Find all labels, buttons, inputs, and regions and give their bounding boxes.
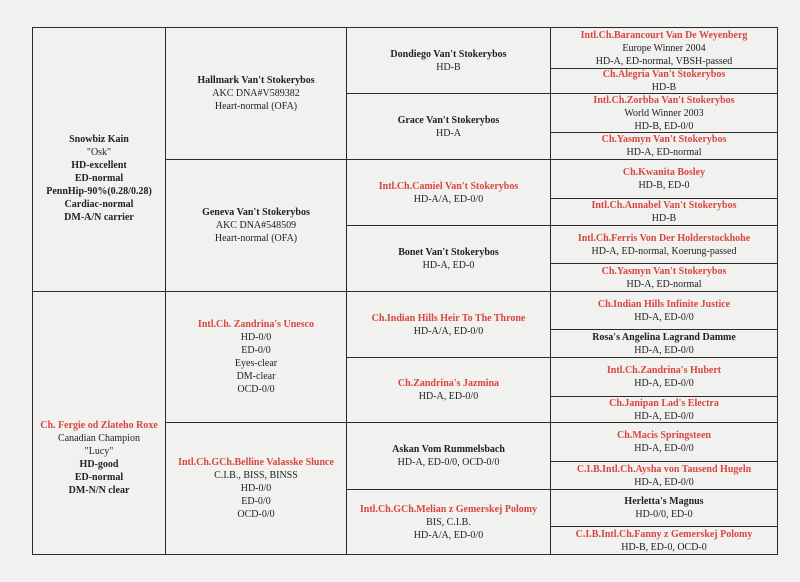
gen4-name: Herletta's Magnus: [624, 496, 704, 507]
sire-detail: HD-excellent: [71, 160, 127, 171]
dam-detail: HD-good: [79, 459, 119, 470]
gen2-detail: AKC DNA#V589382: [212, 88, 300, 99]
dam-detail: ED-normal: [74, 472, 124, 483]
gen3-detail: HD-A/A, ED-0/0: [413, 529, 484, 541]
border-bottom: [32, 554, 778, 555]
gen3-cell: [347, 226, 550, 291]
gen4-detail: HD-B: [651, 213, 677, 224]
gen3-cell: [347, 28, 550, 93]
sire-detail: PennHip-90%(0.28/0.28): [46, 186, 152, 197]
gen3-detail: HD-A/A, ED-0/0: [413, 193, 484, 205]
gen4-cell: [551, 330, 777, 357]
gen4-detail: HD-A, ED-0/0: [634, 410, 694, 422]
gen2-name: Intl.Ch. Zandrina's Unesco: [197, 319, 315, 330]
gen3-detail: HD-A, ED-0/0: [418, 391, 479, 402]
gen3-cell: [347, 160, 550, 225]
gen4-detail: HD-A, ED-0/0: [634, 344, 694, 356]
gen2-cell: [166, 423, 346, 554]
gen4-detail: HD-A, ED-0/0: [634, 311, 694, 323]
gen2-detail: ED-0/0: [241, 496, 271, 507]
gen4-cell: [551, 69, 777, 93]
gen2-detail: Heart-normal (OFA): [214, 233, 298, 244]
gen4-detail: HD-B: [651, 82, 677, 93]
gen2-cell: [166, 292, 346, 422]
gen4-cell: [551, 490, 777, 526]
sire-name: Snowbiz Kain: [69, 134, 129, 145]
gen4-cell: [551, 160, 777, 198]
gen4-cell: [551, 397, 777, 422]
gen4-detail: World Winner 2003: [624, 107, 704, 119]
gen3-name: Intl.Ch.Camiel Van't Stokerybos: [378, 180, 519, 192]
gen4-detail: HD-B, ED-0: [638, 180, 690, 191]
gen4-detail: HD-0/0, ED-0: [635, 509, 693, 520]
gen4-name: Intl.Ch.Barancourt Van De Weyenberg: [580, 29, 748, 41]
sire-detail: DM-A/N carrier: [64, 212, 134, 223]
gen3-cell: [347, 423, 550, 489]
gen2-detail: AKC DNA#548509: [215, 220, 297, 231]
gen2-detail: Heart-normal (OFA): [214, 101, 298, 112]
gen3-cell: [347, 490, 550, 554]
gen2-detail: HD-0/0: [240, 483, 272, 494]
gen4-name: Ch.Macis Springsteen: [617, 430, 711, 441]
gen4-name: C.I.B.Intl.Ch.Aysha von Tausend Hugeln: [576, 463, 752, 475]
sire-detail: Cardiac-normal: [64, 199, 134, 210]
dam-detail: DM-N/N clear: [68, 485, 130, 496]
gen3-name: Bonet Van't Stokerybos: [398, 246, 499, 258]
gen3-name: Dondiego Van't Stokerybos: [390, 48, 507, 60]
gen3-cell: [347, 292, 550, 357]
gen4-name: Ch.Janipan Lad's Electra: [609, 397, 719, 409]
gen4-name: Rosa's Angelina Lagrand Damme: [592, 331, 736, 343]
gen3-name: Ch.Zandrina's Jazmina: [397, 378, 500, 389]
dam-name: Ch. Fergie od Zlateho Roxe: [40, 420, 158, 431]
gen2-name: Geneva Van't Stokerybos: [202, 207, 310, 218]
gen2-cell: [166, 160, 346, 291]
gen2-detail: C.I.B., BISS, BINSS: [214, 470, 298, 481]
gen2-detail: OCD-0/0: [237, 384, 275, 395]
gen2-detail: Eyes-clear: [234, 358, 278, 369]
dam-cell: [33, 292, 165, 554]
gen4-name: Intl.Ch.Ferris Von Der Holderstockhohe: [577, 232, 751, 244]
gen3-detail: HD-A: [436, 127, 461, 139]
gen2-detail: DM-clear: [236, 371, 276, 382]
gen2-name: Hallmark Van't Stokerybos: [197, 75, 315, 86]
gen4-name: Intl.Ch.Zandrina's Hubert: [606, 365, 722, 376]
gen4-detail: HD-B, ED-0/0: [634, 120, 694, 132]
gen4-cell: [551, 133, 777, 159]
gen3-cell: [347, 94, 550, 159]
gen4-detail: HD-A, ED-0/0: [634, 378, 694, 389]
gen2-cell: [166, 28, 346, 159]
gen4-name: C.I.B.Intl.Ch.Fanny z Gemerskej Polomy: [575, 528, 753, 540]
gen3-name: Ch.Indian Hills Heir To The Throne: [371, 312, 526, 324]
gen4-cell: [551, 527, 777, 554]
gen2-name: Intl.Ch.GCh.Belline Valasske Slunce: [178, 457, 334, 468]
gen4-name: Ch.Indian Hills Infinite Justice: [597, 298, 731, 310]
gen2-detail: ED-0/0: [241, 345, 271, 356]
gen4-cell: [551, 199, 777, 225]
sire-detail: "Osk": [86, 147, 112, 158]
sire-detail: ED-normal: [74, 173, 124, 184]
sire-cell: [33, 28, 165, 291]
gen3-name: Askan Vom Rummelsbach: [392, 444, 505, 455]
gen4-cell: [551, 94, 777, 132]
gen4-name: Intl.Ch.Zorbba Van't Stokerybos: [593, 94, 735, 106]
gen3-cell: [347, 358, 550, 422]
gen4-cell: [551, 28, 777, 68]
gen3-detail: HD-B: [436, 61, 461, 73]
gen4-detail: HD-A, ED-normal, VBSH-passed: [595, 55, 733, 67]
gen4-detail: Europe Winner 2004: [622, 42, 706, 54]
gen4-name: Ch.Yasmyn Van't Stokerybos: [601, 134, 727, 145]
gen4-name: Ch.Alegria Van't Stokerybos: [602, 69, 726, 80]
gen4-detail: HD-B, ED-0, OCD-0: [621, 541, 707, 553]
gen4-name: Ch.Yasmyn Van't Stokerybos: [601, 265, 727, 277]
gen3-detail: HD-A/A, ED-0/0: [413, 325, 484, 337]
gen4-cell: [551, 292, 777, 329]
gen3-detail: HD-A, ED-0: [422, 259, 475, 271]
gen2-detail: OCD-0/0: [237, 509, 275, 520]
gen3-name: Grace Van't Stokerybos: [397, 114, 500, 126]
gen4-detail: HD-A, ED-normal, Koerung-passed: [591, 245, 737, 257]
gen4-name: Ch.Kwanita Bosley: [622, 167, 706, 178]
gen3-name: Intl.Ch.GCh.Melian z Gemerskej Polomy: [359, 503, 538, 515]
gen4-name: Intl.Ch.Annabel Van't Stokerybos: [591, 200, 737, 211]
gen4-detail: HD-A, ED-0/0: [634, 443, 694, 454]
gen2-detail: HD-0/0: [240, 332, 272, 343]
gen4-cell: [551, 462, 777, 489]
dam-detail: "Lucy": [84, 446, 114, 457]
gen4-detail: HD-A, ED-0/0: [634, 476, 694, 488]
gen4-cell: [551, 264, 777, 291]
dam-detail: Canadian Champion: [58, 433, 140, 444]
gen4-cell: [551, 423, 777, 461]
gen4-cell: [551, 358, 777, 396]
gen4-cell: [551, 226, 777, 263]
gen4-detail: HD-A, ED-normal: [626, 147, 702, 158]
gen3-detail: BIS, C.I.B.: [426, 516, 471, 528]
gen4-detail: HD-A, ED-normal: [626, 278, 702, 290]
gen3-detail: HD-A, ED-0/0, OCD-0/0: [397, 457, 500, 468]
